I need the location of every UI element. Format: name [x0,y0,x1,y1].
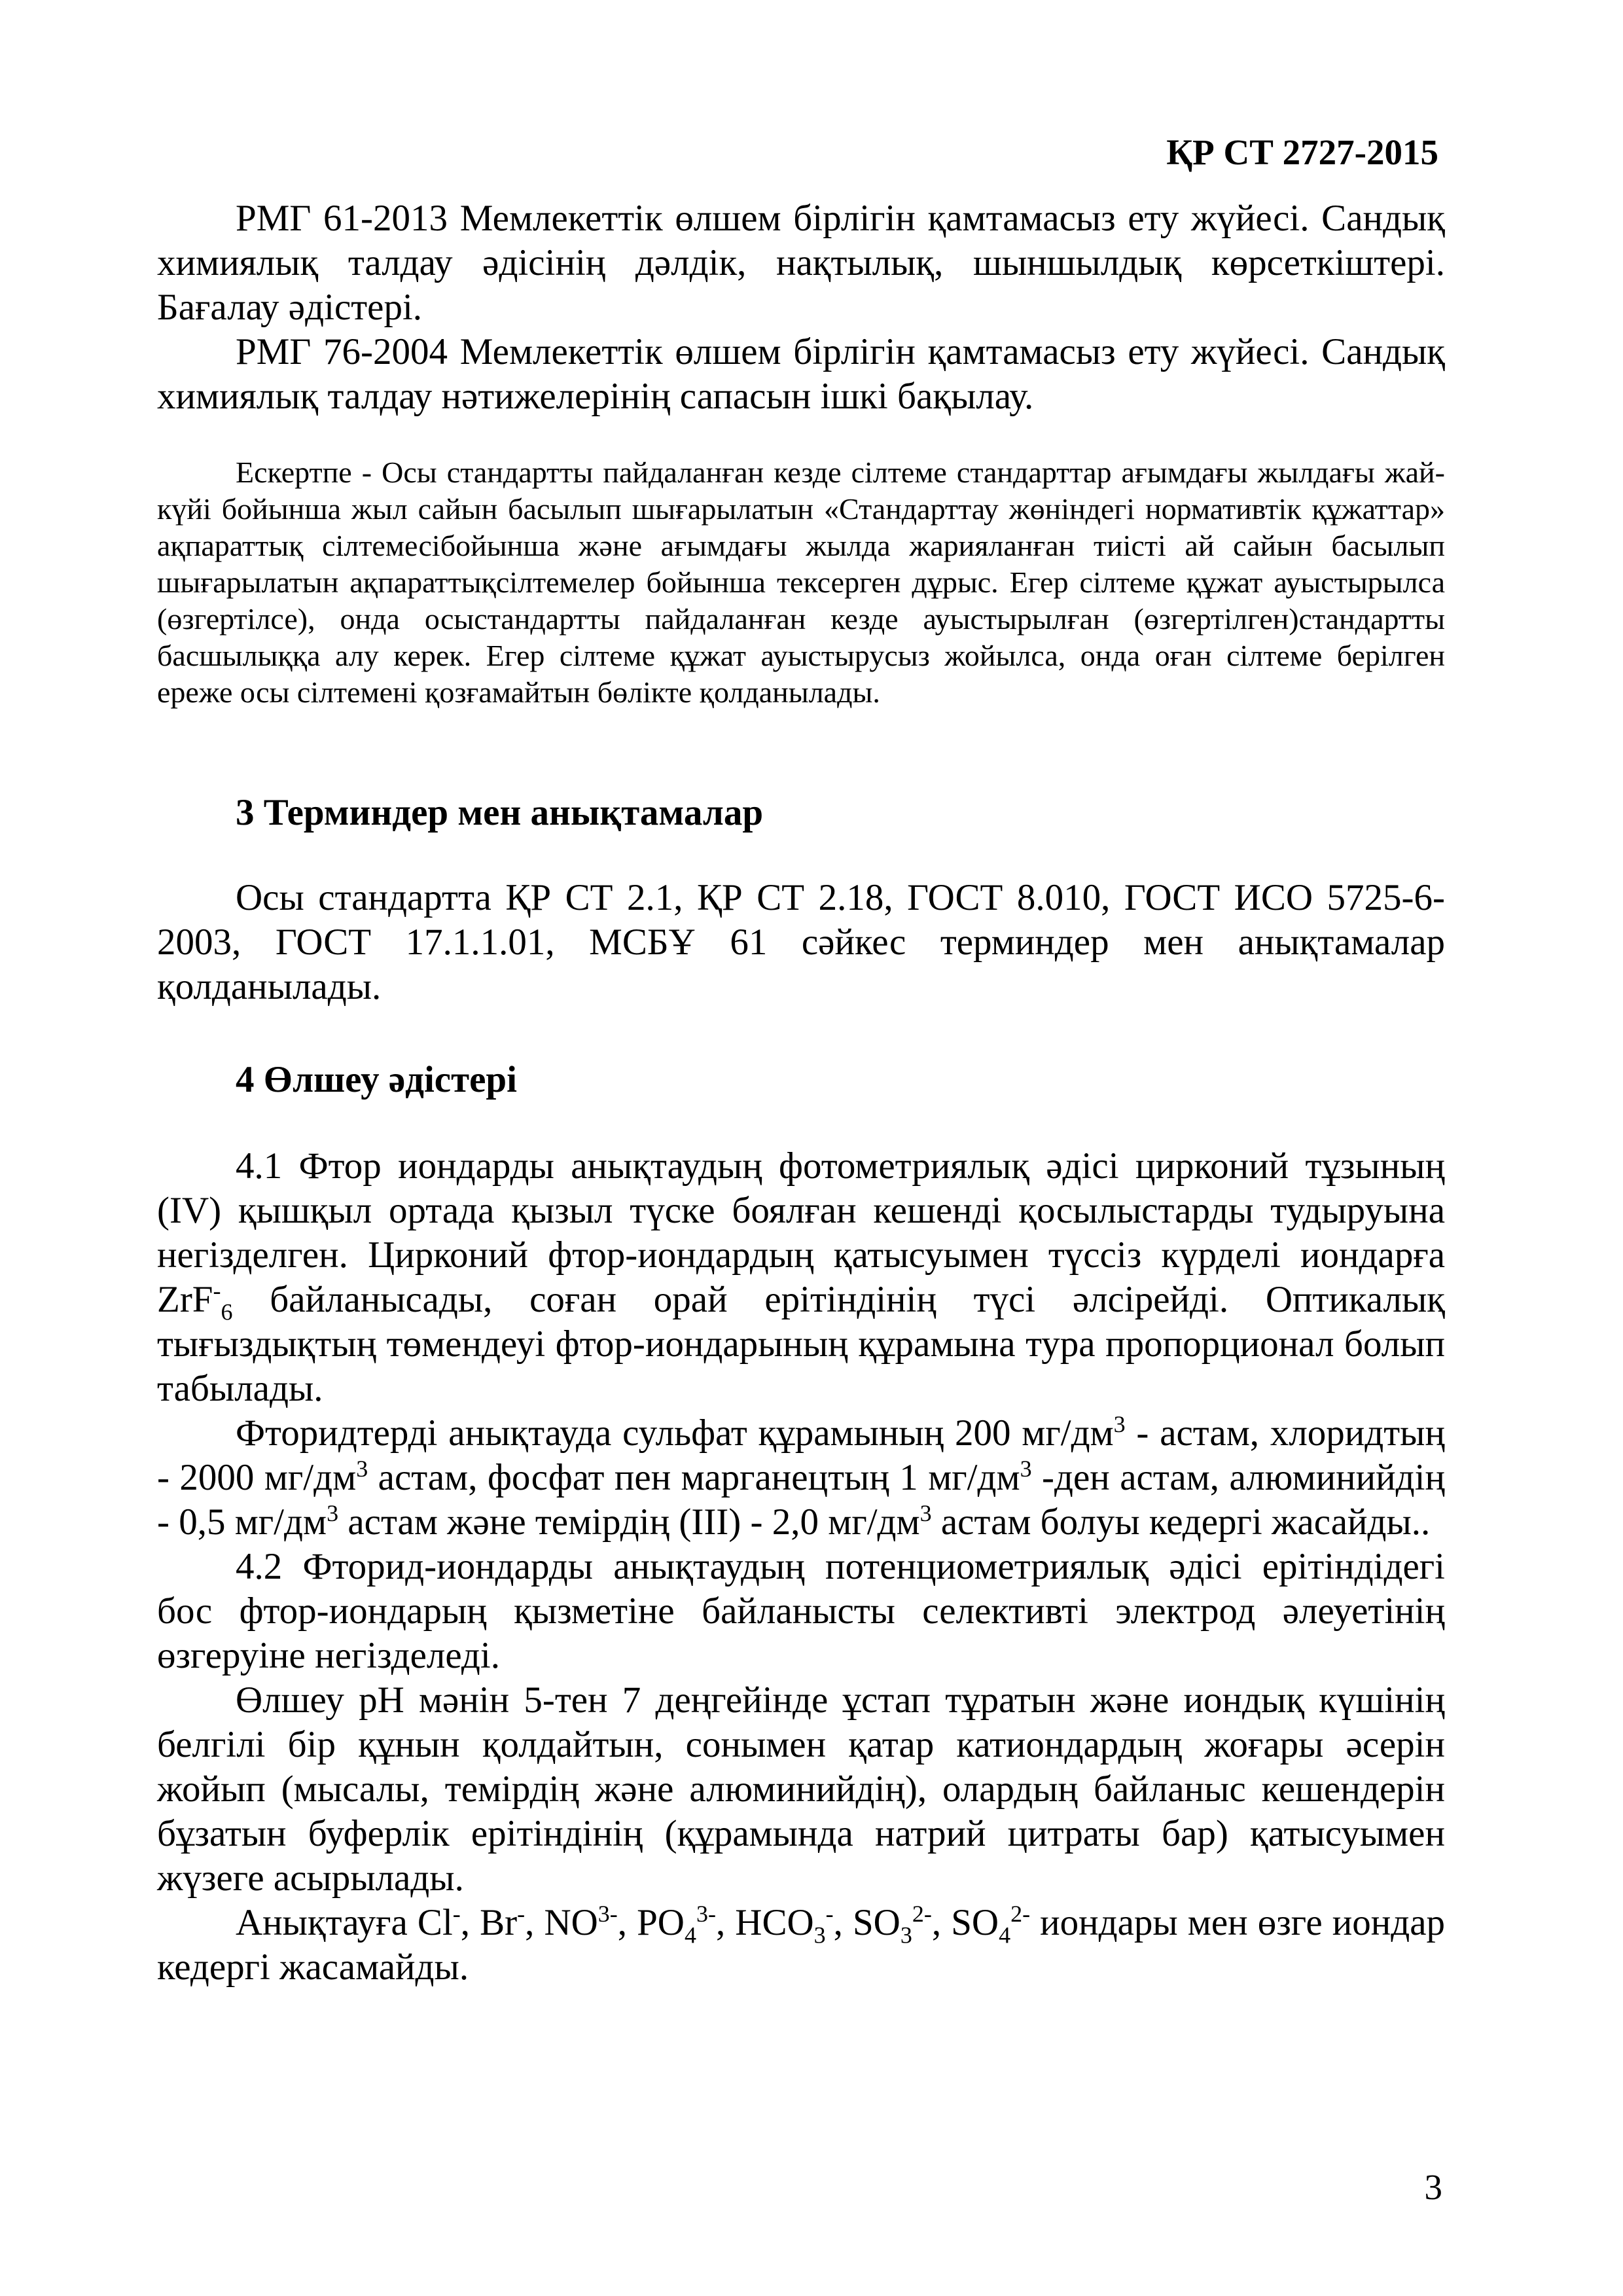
separator: , [525,1902,544,1943]
reference-rmg-61: РМГ 61-2013 Мемлекеттік өлшем бірлігін қамтамасыз ету жүйесі. Сандық химиялық талдау әдісінің дәлдік, нақтылық, шыншылдық көрсеткіштері. Бағалау әдістері. [157,198,1445,328]
note-block [157,454,1445,711]
ion-subscript: 4 [999,1922,1011,1948]
separator: , [833,1902,853,1943]
ion-charge: - [452,1901,461,1927]
ion-subscript: 3 [900,1922,912,1948]
separator: , [715,1902,736,1943]
ion-subscript: 3 [813,1922,826,1948]
paragraph-fluoride-interference [157,1411,1445,1545]
text-run: астам және темірдің (III) - 2,0 мг/дм [338,1501,920,1543]
note-paragraph: Ескертпе - Осы стандартты пайдаланған кезде сілтеме стандарттар ағымдағы жылдағы жай-күйі бойынша жыл сайын басылып шығарылатын «Стандарттау жөніндегі нормативтік құжаттар» ақпараттық сілтемесібойынша және ағымдағы жылда жарияланған тиісті ай сайын басылып шығарылатын ақпараттықсілтемелер бойынша тексерген дұрыс. Егер сілтеме құжат ауыстырылса (өзгертілсе), онда осыстандартты пайдаланған кезде ауыстырылған (өзгертілген)стандартты басшылыққа алу керек. Егер сілтеме құжат ауыстырусыз жойылса, онда оған сілтеме берілген ереже осы сілтемені қозғамайтын бөлікте қолданылады. [157,456,1445,709]
text-run: иондары мен өзге иондар кедергі жасамайды. [157,1902,1446,1988]
paragraph-measurement-ph: Өлшеу рН мәнін 5-тен 7 деңгейінде ұстап тұратын және иондық күшінің белгілі бір құнын қолдайтын, сонымен қатар катиондардың жоғары әсерін жойып (мысалы, темірдің және алюминийдің), олардың байланыс кешендерін бұзатын буферлік ерітіндінің (құрамында натрий цитраты бар) қатысуымен жүзеге асырылады. [157,1679,1445,1899]
paragraph-4-1-text-a: 4.1 Фтор иондарды анықтаудың фотометриялық әдісі цирконий тұзының (IV) қышқыл ортада қызыл түске боялған кешенді қосылыстарды тудыруына негізделген. Цирконий фтор-иондардың қатысуымен түссіз күрделі иондарға ZrF [157,1145,1445,1320]
ion-charge: - [825,1901,834,1927]
ion-formula: Br [480,1902,518,1943]
ion-charge: 3- [597,1901,618,1927]
section-3-body [157,876,1445,1009]
ion-formula: SO [951,1902,999,1943]
unit-superscript: 3 [356,1456,368,1482]
section-3 [157,791,1445,835]
section-4-title: 4 Өлшеу әдістері [236,1059,517,1100]
separator: , [460,1902,480,1943]
ion-formula: SO [852,1902,901,1943]
section-3-title: 3 Терминдер мен анықтамалар [236,792,764,833]
formula-superscript: - [213,1278,221,1304]
ion-charge: 3- [696,1901,716,1927]
unit-superscript: 3 [327,1500,339,1526]
ion-formula: PO [637,1902,685,1943]
text-run: -ден астам, алюминийдің - 0,5 мг/дм [157,1457,1445,1543]
text-run: - астам, хлоридтың - 2000 мг/дм [157,1412,1445,1498]
ion-formula: Cl [417,1902,453,1943]
section-3-paragraph: Осы стандартта ҚР СТ 2.1, ҚР СТ 2.18, ГОСТ 8.010, ГОСТ ИСО 5725-6-2003, ГОСТ 17.1.1.01, МСБҰ 61 сәйкес терминдер мен анықтамалар қолданылады. [157,877,1445,1007]
section-4-body [157,1144,1445,1990]
section-4 [157,1058,1445,1102]
paragraph-4-2: 4.2 Фторид-иондарды анықтаудың потенциометриялық әдісі ерітіндідегі бос фтор-иондарың қызметіне байланысты селективті электрод әлеуетінің өзгеруіне негізделеді. [157,1546,1445,1676]
separator: , [617,1902,637,1943]
references-block [157,196,1445,419]
text-run: Фторидтерді анықтауда сульфат құрамының 200 мг/дм [236,1412,1114,1454]
ion-charge: - [517,1901,526,1927]
text-run: астам, фосфат пен марганецтың 1 мг/дм [368,1457,1020,1498]
ion-charge: 2- [912,1901,932,1927]
formula-subscript: 6 [221,1299,233,1325]
ion-formula: NO [544,1902,598,1943]
ion-formula: HCO [735,1902,814,1943]
text-run: Анықтауға [236,1902,418,1943]
reference-rmg-76: РМГ 76-2004 Мемлекеттік өлшем бірлігін қамтамасыз ету жүйесі. Сандық химиялық талдау нәтижелерінің сапасын ішкі бақылау. [157,331,1445,417]
unit-superscript: 3 [1020,1456,1032,1482]
separator: , [931,1902,952,1943]
page-number: 3 [1424,2167,1442,2207]
ion-subscript: 4 [684,1922,696,1948]
paragraph-4-1 [157,1144,1445,1411]
document-code-header: ҚР СТ 2727-2015 [1166,132,1438,172]
unit-superscript: 3 [1113,1411,1126,1437]
ion-charge: 2- [1010,1901,1031,1927]
paragraph-4-1-text-b: байланысады, соған орай ерітіндінің түсі әлсірейді. Оптикалық тығыздықтың төмендеуі фтор-иондарының құрамына тура пропорционал болып табылады. [157,1279,1445,1409]
unit-superscript: 3 [919,1500,932,1526]
paragraph-non-interfering-ions [157,1901,1445,1990]
text-run: астам болуы кедергі жасайды.. [931,1501,1431,1543]
